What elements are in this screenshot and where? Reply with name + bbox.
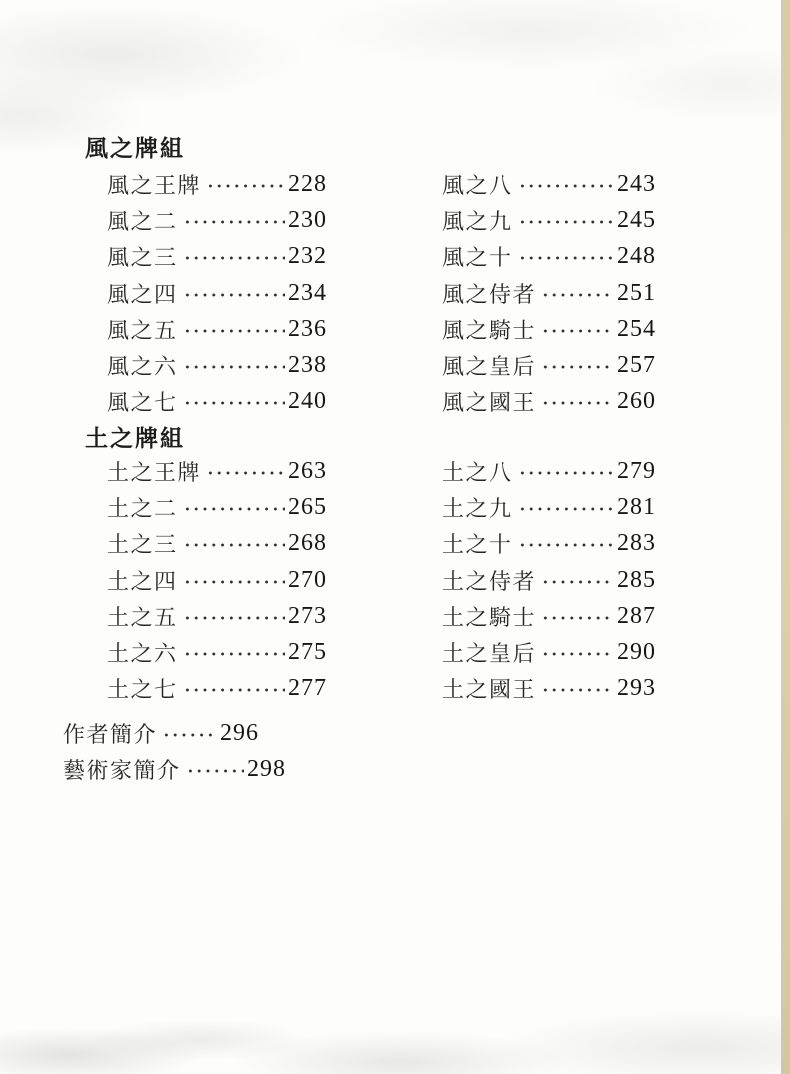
entry-page-number: 293 xyxy=(617,675,656,702)
entry-title: 風之十 xyxy=(442,245,513,271)
dot-leader xyxy=(183,506,285,512)
dot-leader xyxy=(541,400,614,406)
toc-entry xyxy=(107,275,327,311)
entry-title: 土之二 xyxy=(107,495,178,521)
entry-title: 風之國王 xyxy=(442,390,537,416)
toc-entry xyxy=(442,347,656,383)
toc-entry xyxy=(442,166,656,202)
entry-title: 土之七 xyxy=(107,677,178,703)
entry-page-number: 263 xyxy=(288,457,327,484)
entry-title: 土之六 xyxy=(107,641,178,667)
entry-page-number: 270 xyxy=(288,566,327,593)
entry-title: 作者簡介 xyxy=(63,721,158,747)
dot-leader xyxy=(518,470,614,476)
entry-page-number: 285 xyxy=(617,566,656,593)
entry-title: 風之四 xyxy=(107,281,178,307)
dot-leader xyxy=(541,328,614,334)
toc-entry xyxy=(442,634,656,670)
toc-entry xyxy=(107,239,327,275)
entry-title: 風之騎士 xyxy=(442,317,537,343)
toc-entry-artist-intro xyxy=(63,752,286,789)
entry-title: 土之八 xyxy=(442,459,513,485)
entry-page-number: 254 xyxy=(617,315,656,342)
toc-entry xyxy=(107,166,327,202)
toc-entry xyxy=(442,202,656,238)
entry-title: 風之皇后 xyxy=(442,354,537,380)
toc-entry xyxy=(442,562,656,598)
entry-page-number: 234 xyxy=(288,279,327,306)
entry-title: 藝術家簡介 xyxy=(63,758,181,784)
entry-page-number: 287 xyxy=(617,602,656,629)
dot-leader xyxy=(518,506,614,512)
entry-page-number: 279 xyxy=(617,457,656,484)
entry-title: 風之六 xyxy=(107,354,178,380)
toc-entry xyxy=(107,598,327,634)
section-header-earth-suit: 土之牌組 xyxy=(85,426,185,451)
entry-title: 土之三 xyxy=(107,532,178,558)
entry-title: 土之四 xyxy=(107,568,178,594)
dot-leader xyxy=(541,615,614,621)
entry-title: 土之十 xyxy=(442,532,513,558)
toc-entry xyxy=(107,489,327,525)
entry-page-number: 236 xyxy=(288,315,327,342)
dot-leader xyxy=(183,255,285,261)
entry-page-number: 228 xyxy=(288,170,327,197)
dot-leader xyxy=(518,183,614,189)
earth-suit-right-column xyxy=(442,453,656,707)
entry-page-number: 260 xyxy=(617,388,656,415)
entry-page-number: 273 xyxy=(288,602,327,629)
entry-page-number: 298 xyxy=(247,756,286,783)
footer-entries xyxy=(63,715,286,788)
entry-page-number: 257 xyxy=(617,352,656,379)
entry-page-number: 290 xyxy=(617,639,656,666)
entry-title: 風之九 xyxy=(442,208,513,234)
toc-entry xyxy=(107,453,327,489)
dot-leader xyxy=(541,687,614,693)
toc-entry xyxy=(442,453,656,489)
wind-suit-right-column xyxy=(442,166,656,420)
dot-leader xyxy=(206,470,285,476)
entry-title: 土之王牌 xyxy=(107,459,202,485)
entry-page-number: 268 xyxy=(288,530,327,557)
entry-page-number: 238 xyxy=(288,352,327,379)
toc-entry xyxy=(107,347,327,383)
entry-title: 土之皇后 xyxy=(442,641,537,667)
toc-entry xyxy=(442,489,656,525)
dot-leader xyxy=(541,651,614,657)
entry-page-number: 277 xyxy=(288,675,327,702)
section-header-wind-suit: 風之牌組 xyxy=(85,136,185,161)
dot-leader xyxy=(518,542,614,548)
entry-page-number: 281 xyxy=(617,493,656,520)
entry-title: 土之五 xyxy=(107,604,178,630)
toc-entry xyxy=(442,275,656,311)
toc-entry xyxy=(107,526,327,562)
entry-title: 土之侍者 xyxy=(442,568,537,594)
dot-leader xyxy=(183,328,285,334)
toc-entry xyxy=(107,671,327,707)
dot-leader xyxy=(518,255,614,261)
toc-entry xyxy=(442,526,656,562)
dot-leader xyxy=(206,183,285,189)
toc-entry xyxy=(442,598,656,634)
earth-suit-left-column xyxy=(107,453,327,707)
entry-page-number: 243 xyxy=(617,170,656,197)
dot-leader xyxy=(183,292,285,298)
entry-title: 風之八 xyxy=(442,172,513,198)
toc-entry xyxy=(107,562,327,598)
entry-title: 風之七 xyxy=(107,390,178,416)
dot-leader xyxy=(162,732,217,738)
wind-suit-left-column xyxy=(107,166,327,420)
dot-leader xyxy=(183,400,285,406)
entry-page-number: 251 xyxy=(617,279,656,306)
toc-entry-author-intro xyxy=(63,715,259,752)
entry-page-number: 248 xyxy=(617,243,656,270)
dot-leader xyxy=(518,219,614,225)
dot-leader xyxy=(541,579,614,585)
entry-title: 風之三 xyxy=(107,245,178,271)
entry-page-number: 275 xyxy=(288,639,327,666)
toc-entry xyxy=(107,384,327,420)
entry-title: 風之二 xyxy=(107,208,178,234)
entry-page-number: 283 xyxy=(617,530,656,557)
page-edge-strip xyxy=(781,0,790,1074)
dot-leader xyxy=(183,615,285,621)
entry-page-number: 245 xyxy=(617,206,656,233)
dot-leader xyxy=(183,651,285,657)
dot-leader xyxy=(183,687,285,693)
entry-title: 土之國王 xyxy=(442,677,537,703)
entry-page-number: 232 xyxy=(288,243,327,270)
dot-leader xyxy=(541,292,614,298)
dot-leader xyxy=(183,579,285,585)
toc-entry xyxy=(442,239,656,275)
entry-page-number: 296 xyxy=(220,719,259,746)
entry-title: 土之騎士 xyxy=(442,604,537,630)
toc-entry xyxy=(107,634,327,670)
entry-page-number: 230 xyxy=(288,206,327,233)
entry-title: 土之九 xyxy=(442,495,513,521)
toc-entry xyxy=(442,384,656,420)
dot-leader xyxy=(183,364,285,370)
entry-title: 風之侍者 xyxy=(442,281,537,307)
toc-entry xyxy=(107,202,327,238)
entry-page-number: 240 xyxy=(288,388,327,415)
dot-leader xyxy=(186,768,244,774)
dot-leader xyxy=(541,364,614,370)
entry-title: 風之王牌 xyxy=(107,172,202,198)
dot-leader xyxy=(183,542,285,548)
entry-title: 風之五 xyxy=(107,317,178,343)
toc-entry xyxy=(107,311,327,347)
entry-page-number: 265 xyxy=(288,493,327,520)
toc-entry xyxy=(442,671,656,707)
toc-entry xyxy=(442,311,656,347)
dot-leader xyxy=(183,219,285,225)
